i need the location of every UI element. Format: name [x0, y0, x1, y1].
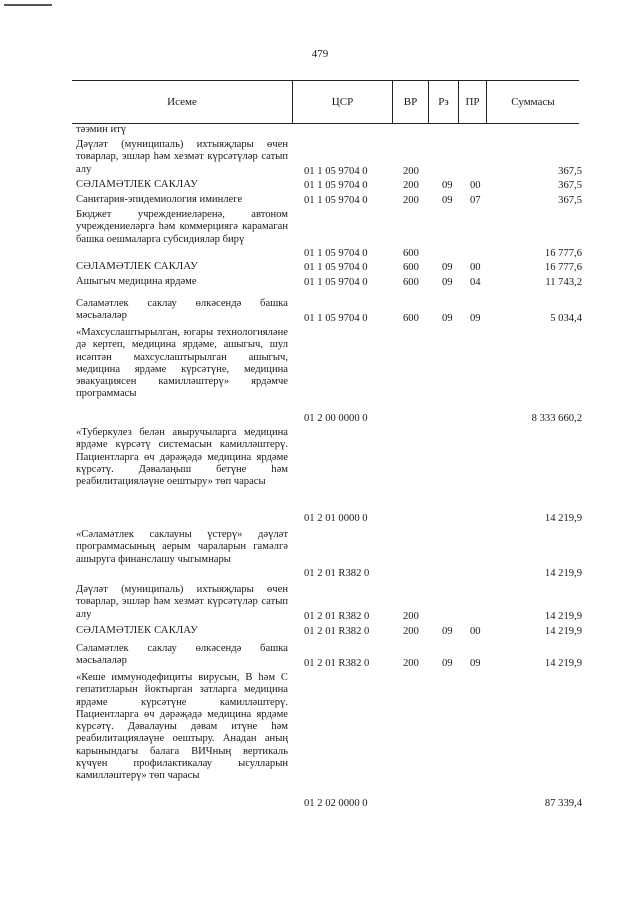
row-name: Дәүләт (муниципаль) ихтыяҗлары өчен товарлар, эшләр һәм хезмәт күрсәтүләр сатып алу [76, 584, 288, 620]
table-row [0, 261, 640, 274]
row-vr: 200 [403, 165, 419, 177]
row-name: Дәүләт (муниципаль) ихтыяҗлары өчен товарлар, эшләр һәм хезмәт күрсәтүләр сатып алу [76, 139, 288, 175]
row-pr: 09 [470, 312, 481, 324]
row-name: Сәламәтлек саклау өлкәсендә башка мәсьәләләр [76, 643, 288, 667]
row-vr: 600 [403, 261, 419, 273]
row-sum: 5 034,4 [550, 312, 582, 324]
table-row [0, 209, 640, 260]
row-sum: 8 333 660,2 [531, 412, 582, 424]
row-name: «Махсуслаштырылган, югары технологияләне дә кертеп, медицина ярдәме, ашыгыч, шул исәптән махсуслаштырылган ашыгыч, медицина ярдәме күрсәтүне, медицина эвакуациясен камилләштерү» ярдәмче программасы [76, 327, 288, 400]
row-sum: 14 219,9 [544, 657, 582, 669]
row-name: «Сәламәтлек саклауны үстерү» дәүләт программасының аерым чараларын гамәлгә ашыруга финанслашу чыгымнары [76, 529, 288, 565]
header-name: Исеме [167, 96, 197, 108]
row-pr: 04 [470, 276, 481, 288]
row-csr: 01 2 01 0000 0 [304, 512, 368, 524]
row-csr: 01 1 05 9704 0 [304, 165, 368, 177]
row-name: Санитария-эпидемиология иминлеге [76, 194, 243, 205]
header-sum: Суммасы [486, 81, 579, 123]
row-pr: 00 [470, 261, 481, 273]
page-number: 479 [311, 48, 329, 60]
row-sum: 367,5 [558, 194, 582, 206]
table-row [0, 643, 640, 670]
row-pr: 00 [470, 179, 481, 191]
row-rz: 09 [442, 276, 453, 288]
table-row [0, 672, 640, 810]
table-row [0, 139, 640, 178]
table-row [0, 179, 640, 192]
table-row [0, 529, 640, 580]
row-pr: 09 [470, 657, 481, 669]
row-pr: 07 [470, 194, 481, 206]
row-csr: 01 2 01 R382 0 [304, 610, 370, 622]
row-vr: 200 [403, 625, 419, 637]
row-csr: 01 2 01 R382 0 [304, 657, 370, 669]
row-sum: 16 777,6 [544, 261, 582, 273]
table-row [0, 625, 640, 638]
row-csr: 01 1 05 9704 0 [304, 312, 368, 324]
row-sum: 16 777,6 [544, 247, 582, 259]
row-rz: 09 [442, 625, 453, 637]
row-sum: 14 219,9 [544, 625, 582, 637]
row-rz: 09 [442, 194, 453, 206]
row-name: Бюджет учреждениеләренә, автоном учреждениеләргә һәм коммерциягә карамаган башка оешмаларга субсидияләр бирү [76, 209, 288, 245]
row-name: Ашыгыч медицина ярдәме [76, 276, 197, 287]
row-sum: 14 219,9 [544, 610, 582, 622]
table-row [0, 427, 640, 525]
row-name: «Кеше иммунодефициты вирусын, В һәм С гепатитларын йоктырган затларга медицина ярдәме күрсәтүне камилләштерү. Пациентларга өч дәрәҗәдә медицина ярдәме күрсәтү. Дәвалауны дәвам итүне һәм реабилитацияләүне оештыру. Анадан аның карынындагы балага ВИЧның вертикаль күчүен профилактикалау ысулларын камилләштерү» төп чарасы [76, 672, 288, 782]
row-vr: 200 [403, 657, 419, 669]
row-rz: 09 [442, 657, 453, 669]
table-row [0, 584, 640, 623]
row-rz: 09 [442, 312, 453, 324]
row-sum: 87 339,4 [544, 797, 582, 809]
row-name: СӘЛАМӘТЛЕК САКЛАУ [76, 625, 198, 636]
table-row [0, 276, 640, 289]
table-row [0, 298, 640, 325]
row-sum: 14 219,9 [544, 567, 582, 579]
row-csr: 01 2 02 0000 0 [304, 797, 368, 809]
row-csr: 01 1 05 9704 0 [304, 247, 368, 259]
table-row [0, 194, 640, 207]
row-vr: 600 [403, 247, 419, 259]
row-csr: 01 2 00 0000 0 [304, 412, 368, 424]
header-vr: ВР [392, 81, 428, 123]
row-name: «Туберкулез белән авыручыларга медицина ярдәме күрсәтү системасын камилләштерү. Пациентларга өч дәрәҗәдә медицина ярдәме күрсәтү. Дәвалаңыш бетүне һәм реабилитациялəүне оештыру» төп чарасы [76, 427, 288, 488]
row-csr: 01 2 01 R382 0 [304, 567, 370, 579]
row-sum: 11 743,2 [545, 276, 582, 288]
row-pr: 00 [470, 625, 481, 637]
row-vr: 600 [403, 276, 419, 288]
row-name: СӘЛАМӘТЛЕК САКЛАУ [76, 179, 198, 190]
header-rz: Рз [428, 81, 458, 123]
row-vr: 200 [403, 194, 419, 206]
row-csr: 01 1 05 9704 0 [304, 276, 368, 288]
row-name: тәэмин итү [76, 124, 127, 135]
header-pr: ПР [458, 81, 486, 123]
row-sum: 367,5 [558, 179, 582, 191]
table-row [0, 327, 640, 425]
row-vr: 200 [403, 610, 419, 622]
row-vr: 200 [403, 179, 419, 191]
row-sum: 14 219,9 [544, 512, 582, 524]
table-row [0, 124, 640, 137]
row-csr: 01 1 05 9704 0 [304, 179, 368, 191]
row-rz: 09 [442, 179, 453, 191]
row-rz: 09 [442, 261, 453, 273]
header-csr: ЦСР [292, 81, 392, 123]
row-csr: 01 1 05 9704 0 [304, 194, 368, 206]
row-vr: 600 [403, 312, 419, 324]
row-name: Сәламәтлек саклау өлкәсендә башка мәсьәләләр [76, 298, 288, 322]
row-sum: 367,5 [558, 165, 582, 177]
row-csr: 01 2 01 R382 0 [304, 625, 370, 637]
row-name: СӘЛАМӘТЛЕК САКЛАУ [76, 261, 198, 272]
row-csr: 01 1 05 9704 0 [304, 261, 368, 273]
